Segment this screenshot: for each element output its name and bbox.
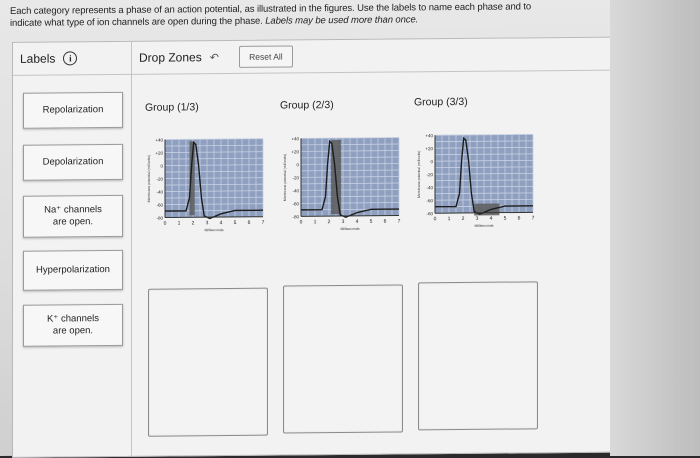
y-tick-label: -80 [426, 211, 433, 217]
labels-column [13, 42, 132, 457]
x-tick-label: 1 [313, 219, 317, 226]
x-tick-label: 0 [433, 216, 437, 223]
x-tick-label: 1 [447, 216, 451, 223]
x-tick-label: 7 [531, 215, 535, 222]
undo-arrow-icon[interactable]: ↶ [209, 51, 219, 64]
y-tick-label: 0 [160, 163, 163, 169]
x-tick-label: 1 [177, 220, 181, 227]
y-tick-label: -20 [292, 175, 299, 181]
y-tick-label: +40 [425, 133, 433, 139]
y-axis-label: Membrane potential (millivolts) [147, 154, 151, 203]
y-tick-label: +40 [291, 136, 299, 142]
x-tick-label: 0 [299, 219, 303, 226]
label-text: K⁺ channels are open. [46, 313, 100, 337]
x-tick-label: 4 [355, 218, 359, 225]
x-tick-label: 2 [327, 219, 331, 226]
x-tick-label: 3 [475, 215, 479, 222]
x-tick-label: 2 [461, 215, 465, 222]
y-tick-label: -20 [156, 176, 163, 182]
label-depolarization[interactable] [23, 144, 123, 181]
x-tick-label: 4 [489, 215, 493, 222]
y-tick-label: 0 [296, 162, 299, 168]
label-text: Depolarization [42, 156, 104, 168]
y-tick-label: -60 [292, 201, 299, 207]
reset-all-label: Reset All [249, 51, 283, 62]
group-1-title: Group (1/3) [145, 101, 199, 114]
background-edge [610, 0, 700, 456]
reset-all-button[interactable] [239, 45, 293, 67]
x-axis-label: Milliseconds [340, 226, 360, 232]
y-tick-label: -20 [426, 172, 433, 178]
action-potential-graph-1 [145, 131, 267, 250]
x-axis-label: Milliseconds [474, 223, 494, 228]
instructions-line-2-italic: Labels may be used more than once. [265, 14, 419, 27]
y-tick-label: 0 [430, 159, 433, 165]
x-tick-label: 0 [163, 220, 167, 227]
drop-zone-group-1[interactable] [148, 288, 268, 437]
y-tick-label: +40 [155, 137, 163, 143]
group-2-title: Group (2/3) [280, 99, 334, 112]
action-potential-graph-2 [281, 129, 403, 248]
y-tick-label: -40 [292, 188, 299, 194]
label-k-channels-open[interactable] [23, 304, 123, 347]
activity-panel [12, 37, 612, 458]
y-tick-label: -40 [426, 185, 433, 191]
label-hyperpolarization[interactable] [23, 250, 123, 291]
label-repolarization[interactable] [23, 92, 123, 129]
label-na-channels-open[interactable] [23, 195, 123, 238]
x-axis-label: Milliseconds [204, 228, 224, 233]
drop-zone-group-3[interactable] [418, 281, 538, 430]
y-tick-label: -80 [156, 215, 163, 221]
label-text: Na⁺ channels are open. [44, 204, 102, 228]
x-tick-label: 3 [205, 220, 209, 227]
x-tick-label: 6 [383, 218, 387, 225]
x-tick-label: 4 [219, 220, 223, 227]
x-tick-label: 2 [191, 220, 195, 227]
y-tick-label: -40 [156, 189, 163, 195]
x-tick-label: 6 [517, 215, 521, 222]
x-tick-label: 5 [369, 218, 373, 225]
x-tick-label: 3 [341, 218, 345, 226]
group-3-title: Group (3/3) [414, 95, 468, 109]
drop-zones-header [132, 38, 611, 75]
drop-zone-group-2[interactable] [283, 284, 403, 433]
labels-header [13, 42, 131, 76]
x-tick-label: 7 [397, 218, 401, 225]
y-axis-label: Membrane potential (millivolts) [283, 153, 287, 202]
y-tick-label: -80 [292, 214, 299, 220]
y-tick-label: +20 [291, 149, 299, 155]
label-text: Repolarization [42, 104, 104, 116]
instructions-line-2-plain: indicate what type of ion channels are open during the phase. [10, 15, 263, 29]
x-tick-label: 6 [247, 219, 251, 226]
x-tick-label: 5 [503, 215, 507, 222]
y-tick-label: -60 [426, 198, 433, 204]
instructions [10, 0, 650, 30]
y-tick-label: +20 [425, 146, 433, 152]
x-tick-label: 5 [233, 219, 237, 226]
drop-zones-title: Drop Zones [139, 50, 202, 65]
y-axis-label: Membrane potential (millivolts) [417, 150, 421, 199]
y-tick-label: +20 [155, 150, 163, 156]
label-text: Hyperpolarization [36, 264, 110, 276]
y-tick-label: -60 [156, 202, 163, 208]
x-tick-label: 7 [261, 219, 265, 226]
instructions-line-1: Each category represents a phase of an action potential, as illustrated in the figures. Use the labels to name each phase and to [10, 1, 532, 17]
info-icon[interactable]: i [63, 51, 77, 65]
labels-title: Labels [20, 51, 56, 66]
action-potential-graph-3 [415, 126, 537, 245]
